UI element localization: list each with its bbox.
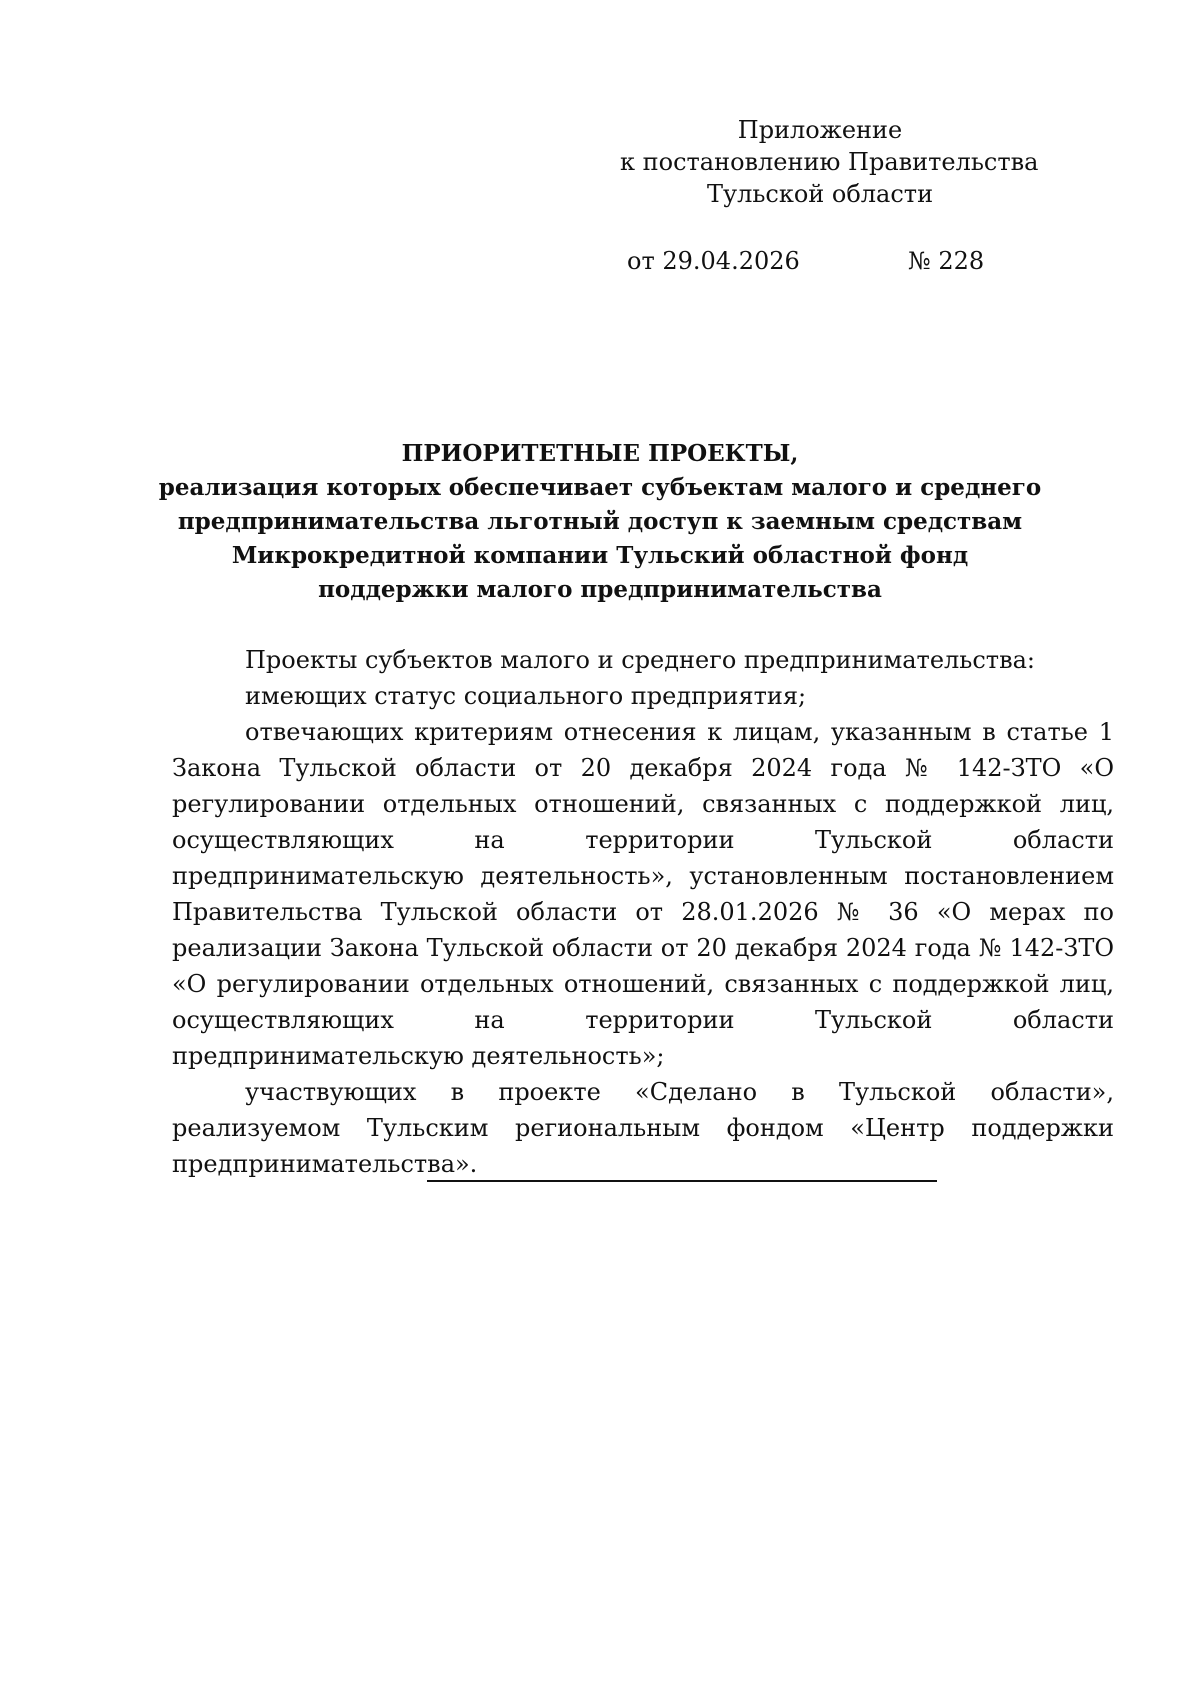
appendix-line-2: к постановлению Правительства [620, 148, 1039, 176]
title-heading: ПРИОРИТЕТНЫЕ ПРОЕКТЫ, [401, 440, 799, 467]
appendix-line-3: Тульской области [706, 180, 934, 208]
appendix-header [620, 114, 1039, 210]
title-subtitle-line-2: предпринимательства льготный доступ к заемным средствам [177, 508, 1023, 535]
body-paragraph-criteria: отвечающих критериям отнесения к лицам, указанным в статье 1 Закона Тульской области от 20 декабря 2024 года № 142-ЗТО «О регулировании отдельных отношений, связанных с поддержкой лиц, осуществляющих на территории Тульской области предпринимательскую деятельность», установленным постановлением Правительства Тульской области от 28.01.2026 № 36 «О мерах по реализации Закона Тульской области от 20 декабря 2024 года № 142-ЗТО «О регулировании отдельных отношений, связанных с поддержкой лиц, осуществляющих на территории Тульской области предпринимательскую деятельность»; [172, 718, 1114, 1070]
title-subtitle-line-4: поддержки малого предпринимательства [318, 576, 882, 603]
body-paragraph-made-in-tula: участвующих в проекте «Сделано в Тульской области», реализуемом Тульским региональным фондом «Центр поддержки предпринимательства». [172, 1078, 1114, 1178]
appendix-line-1: Приложение [737, 116, 903, 144]
document-body [172, 642, 1114, 1182]
title-subtitle-line-1: реализация которых обеспечивает субъектам малого и среднего [158, 474, 1042, 501]
title-subtitle-line-3: Микрокредитной компании Тульский областной фонд [231, 542, 969, 569]
document-title [150, 437, 1050, 607]
resolution-number: № 228 [908, 247, 985, 275]
resolution-date: от 29.04.2026 [627, 247, 800, 275]
body-paragraph-social-enterprise: имеющих статус социального предприятия; [245, 682, 807, 710]
body-paragraph-intro: Проекты субъектов малого и среднего предпринимательства: [245, 646, 1035, 674]
end-divider-line [427, 1180, 937, 1182]
